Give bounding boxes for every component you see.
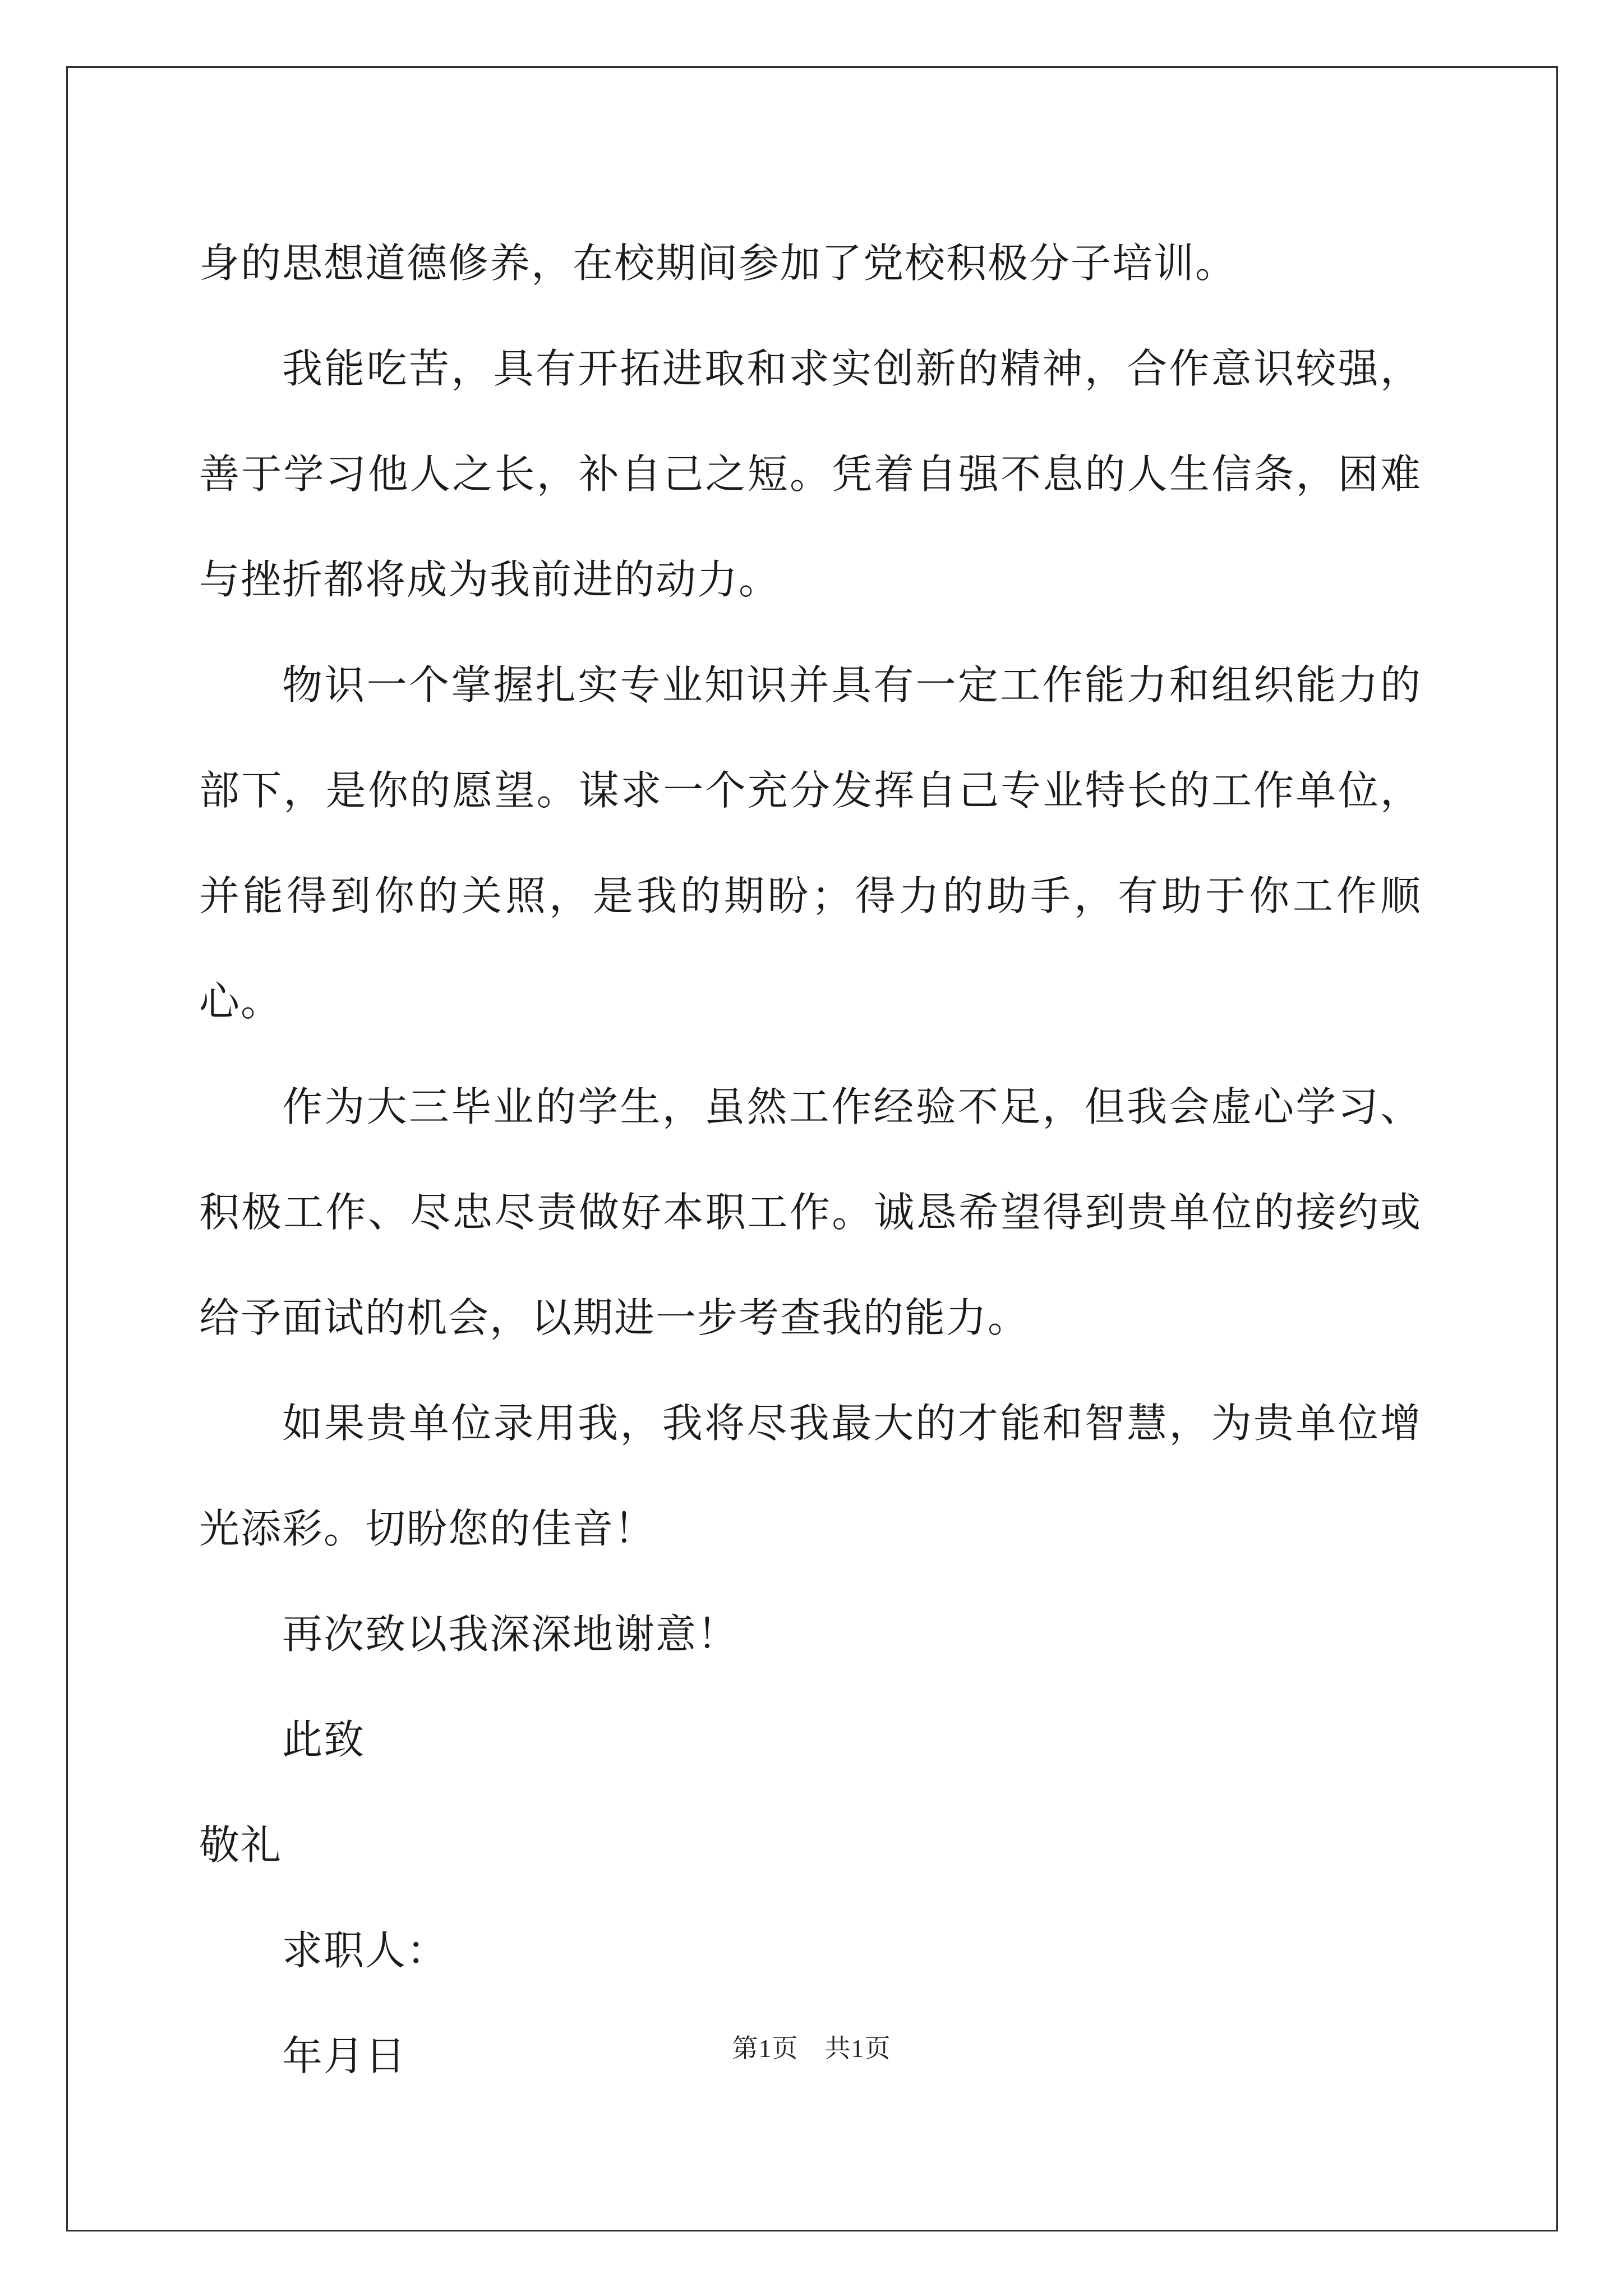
- paragraph-1: 身的思想道德修养，在校期间参加了党校积极分子培训。: [199, 240, 1237, 287]
- paragraph-6: 再次致以我深深地谢意！: [282, 1611, 739, 1658]
- letter-date: 年月日: [282, 2032, 407, 2079]
- paragraph-5: 如果贵单位录用我，我将尽我最大的才能和智慧，为贵单位增光添彩。切盼您的佳音！: [199, 1400, 1422, 1552]
- letter-body: [199, 210, 1422, 2109]
- paragraph-3: 物识一个掌握扎实专业知识并具有一定工作能力和组织能力的部下，是你的愿望。谋求一个充分发挥自己专业特长的工作单位，并能得到你的关照，是我的期盼；得力的助手，有助于你工作顺心。: [199, 661, 1422, 1025]
- paragraph-4: 作为大三毕业的学生，虽然工作经验不足，但我会虚心学习、积极工作、尽忠尽责做好本职工作。诚恳希望得到贵单位的接约或给予面试的机会，以期进一步考查我的能力。: [199, 1083, 1422, 1341]
- paragraph-2: 我能吃苦，具有开拓进取和求实创新的精神，合作意识较强，善于学习他人之长，补自己之短。凭着自强不息的人生信条，困难与挫折都将成为我前进的动力。: [199, 345, 1422, 603]
- closing-regards: 敬礼: [199, 1821, 283, 1869]
- closing-salutation: 此致: [282, 1716, 366, 1763]
- applicant-signature: 求职人：: [282, 1927, 449, 1974]
- page-number: 第1页 共1页: [732, 2034, 891, 2063]
